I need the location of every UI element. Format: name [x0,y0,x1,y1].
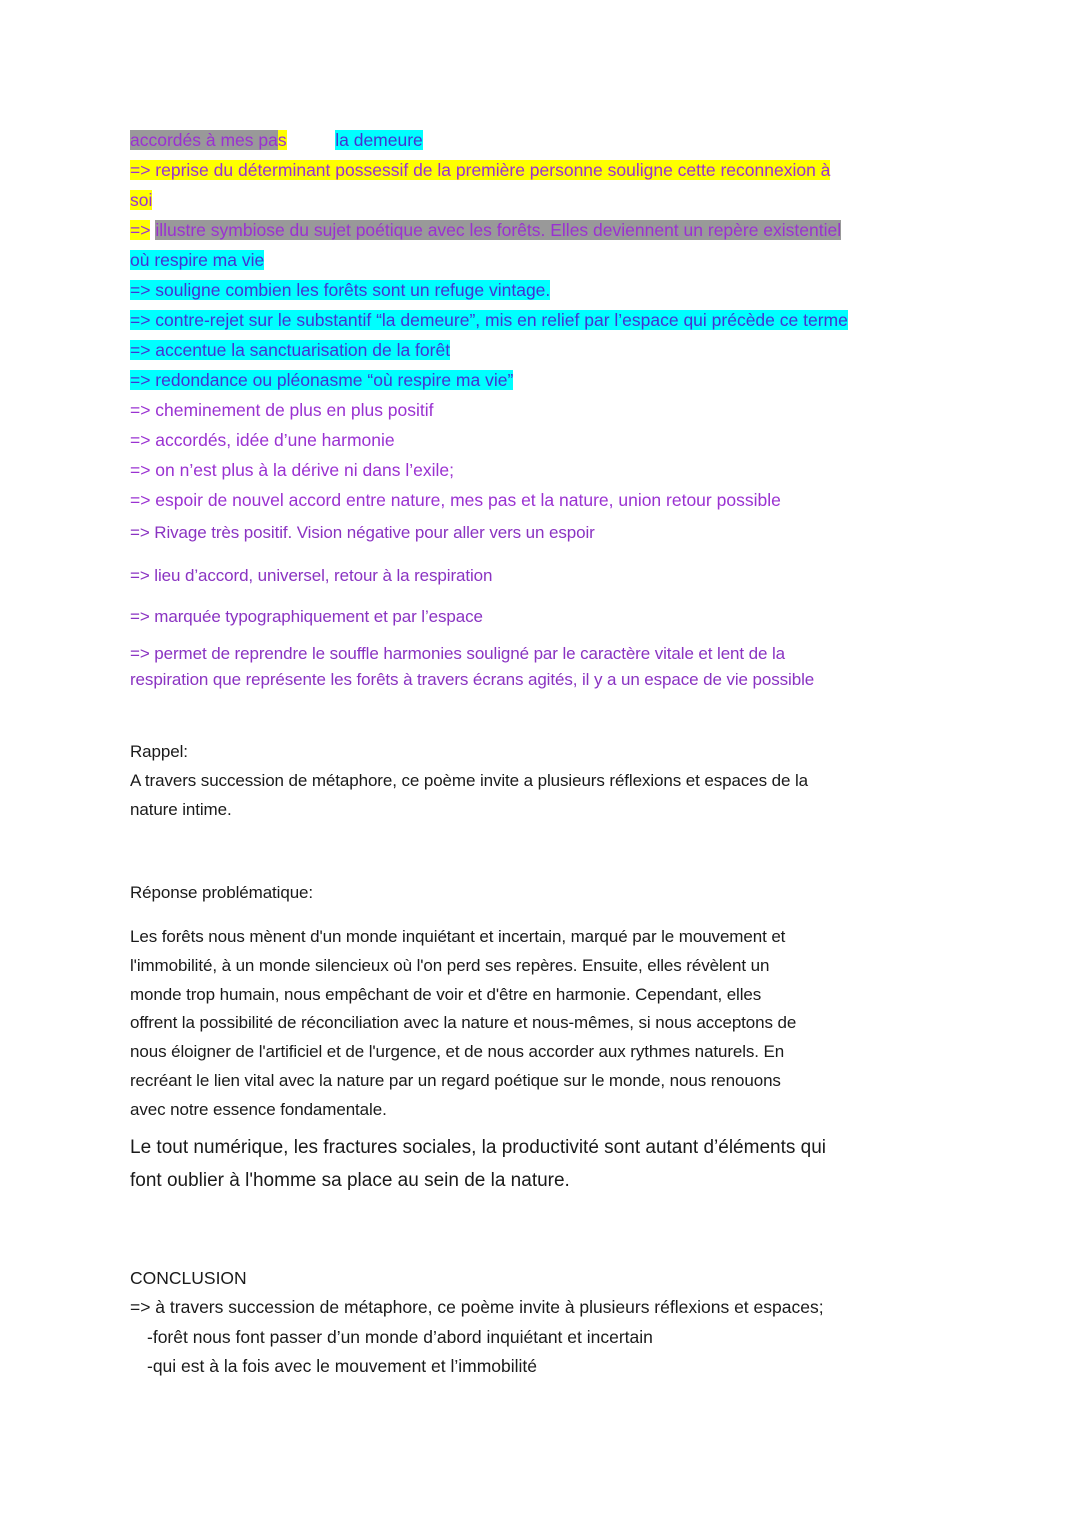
text-segment: => accordés, idée d’une harmonie [130,430,395,450]
text-line [130,1131,960,1164]
text-segment: nature intime. [130,800,232,819]
text-segment: => lieu d’accord, universel, retour à la respiration [130,566,493,585]
text-line [130,455,960,485]
text-line [130,1067,960,1096]
text-line [130,923,960,952]
text-line [130,425,960,455]
text-line [130,125,960,155]
text-segment: CONCLUSION [130,1267,247,1288]
text-line [130,1264,960,1294]
highlighted-text-segment: où respire ma vie [130,250,265,270]
text-line [130,766,960,795]
highlighted-text-segment: accordés à mes pa [130,130,278,150]
text-segment: => marquée typographiquement et par l’espace [130,607,483,626]
highlighted-text-segment: => contre-rejet sur le substantif “la demeure”, mis en relief par l’espace qui précède ce terme [130,310,848,330]
highlighted-text-segment: => souligne combien les forêts sont un refuge vintage. [130,280,551,300]
text-line [130,1038,960,1067]
text-line [130,245,960,275]
text-segment: => cheminement de plus en plus positif [130,400,434,420]
text-segment: -forêt nous font passer d’un monde d’abord inquiétant et incertain [147,1326,653,1347]
text-line [130,1323,960,1353]
text-segment: A travers succession de métaphore, ce poème invite a plusieurs réflexions et espaces de la [130,771,808,790]
highlighted-text-segment: s [277,130,287,150]
text-segment: Les forêts nous mènent d'un monde inquiétant et incertain, marqué par le mouvement et [130,927,786,946]
text-segment [287,130,336,150]
text-line [130,981,960,1010]
text-line [130,275,960,305]
text-segment: avec notre essence fondamentale. [130,1099,387,1119]
text-segment: -qui est à la fois avec le mouvement et l’immobilité [147,1356,538,1377]
text-line [130,1009,960,1038]
text-line [130,155,960,185]
document-body[interactable] [130,125,960,1382]
text-line [130,518,960,548]
text-segment: => on n’est plus à la dérive ni dans l’exile; [130,460,454,480]
text-line [130,365,960,395]
text-line [130,485,960,515]
text-segment: respiration que représente les forêts à travers écrans agités, il y a un espace de vie possible [130,670,815,689]
text-segment: => permet de reprendre le souffle harmonies souligné par le caractère vitale et lent de la [130,644,786,663]
highlighted-text-segment: => redondance ou pléonasme “où respire ma vie” [130,370,514,390]
text-segment: l'immobilité, à un monde silencieux où l'on perd ses repères. Ensuite, elles révèlent un [130,955,770,975]
text-line [130,1293,960,1323]
text-line [130,335,960,365]
text-segment: offrent la possibilité de réconciliation avec la nature et nous-mêmes, si nous acceptons de [130,1013,797,1033]
text-line [130,878,960,907]
text-line [130,561,960,591]
text-line [130,602,960,632]
text-line [130,1164,960,1197]
text-line [130,737,960,766]
text-segment: => espoir de nouvel accord entre nature, mes pas et la nature, union retour possible [130,490,781,510]
text-segment: Rappel: [130,742,188,761]
highlighted-text-segment: => reprise du déterminant possessif de la première personne souligne cette reconnexion à [130,160,831,180]
text-segment: recréant le lien vital avec la nature par un regard poétique sur le monde, nous renouons [130,1070,781,1090]
highlighted-text-segment: => accentue la sanctuarisation de la forêt [130,340,451,360]
text-segment: Réponse problématique: [130,883,314,902]
text-line [130,795,960,824]
highlighted-text-segment: => [130,220,151,240]
text-line [130,641,960,667]
text-line [130,185,960,215]
text-segment: => Rivage très positif. Vision négative pour aller vers un espoir [130,523,595,542]
text-segment: monde trop humain, nous empêchant de voir et d'être en harmonie. Cependant, elles [130,984,762,1004]
text-line [130,1352,960,1382]
text-line [130,305,960,335]
text-line [130,395,960,425]
highlighted-text-segment: la demeure [335,130,423,150]
text-segment: font oublier à l'homme sa place au sein de la nature. [130,1169,570,1191]
text-segment: => à travers succession de métaphore, ce poème invite à plusieurs réflexions et espaces; [130,1297,824,1318]
text-line [130,952,960,981]
text-segment: nous éloigner de l'artificiel et de l'urgence, et de nous accorder aux rythmes naturels. En [130,1042,785,1062]
text-line [130,1096,960,1125]
highlighted-text-segment: soi [130,190,153,210]
text-line [130,667,960,693]
text-segment: Le tout numérique, les fractures sociales, la productivité sont autant d’éléments qui [130,1136,826,1158]
highlighted-text-segment: illustre symbiose du sujet poétique avec les forêts. Elles deviennent un repère existentiel [155,220,842,240]
text-line [130,215,960,245]
